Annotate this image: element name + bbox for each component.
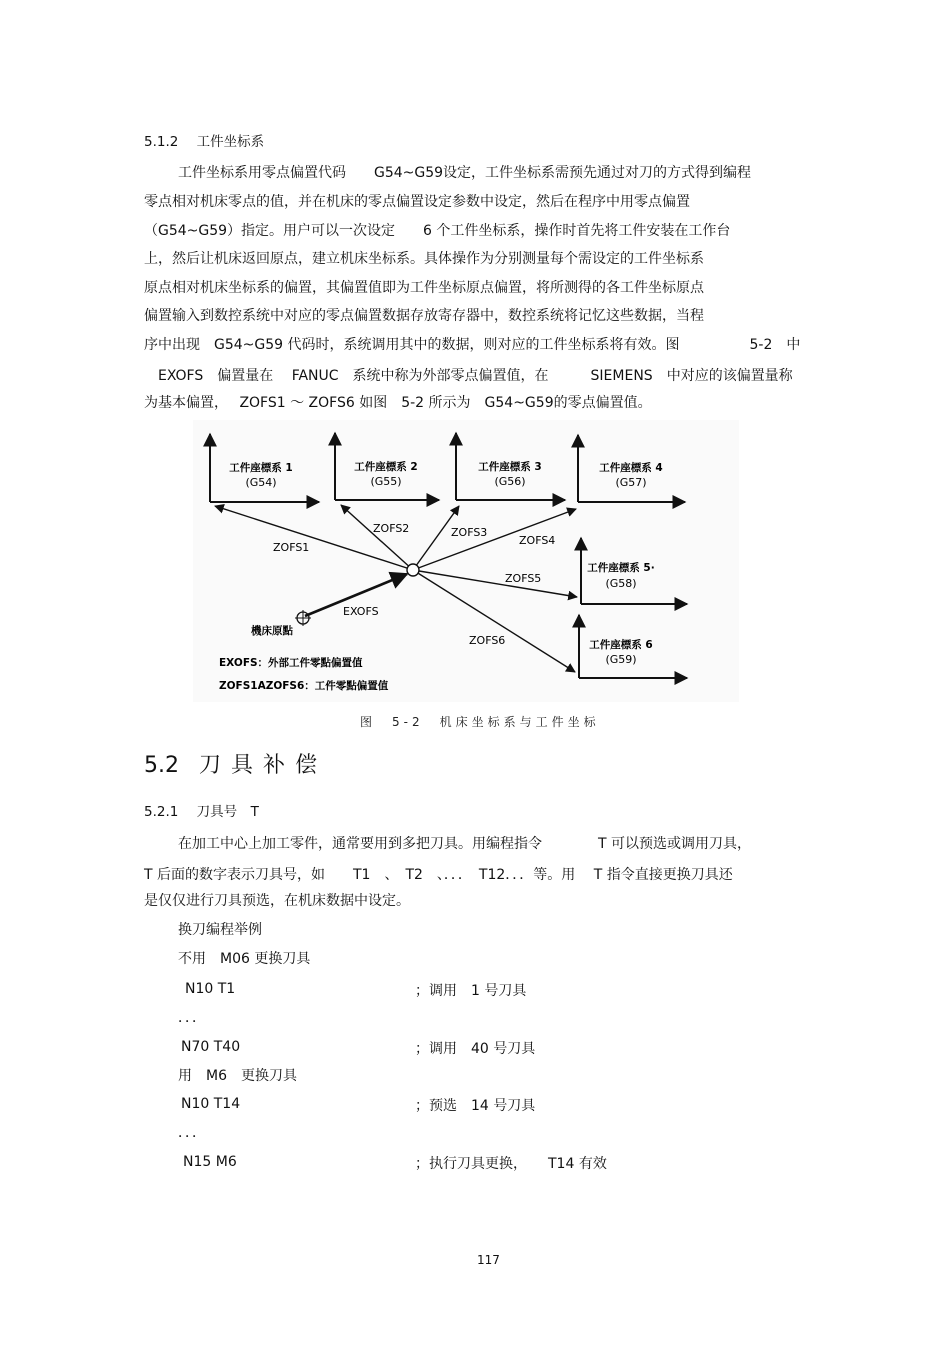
coord-system-6-name: 工件座標系 6: [589, 639, 653, 651]
zofs3-label: ZOFS3: [451, 526, 488, 539]
code-line: N15 M6: [183, 1154, 237, 1170]
exofs-label: EXOFS: [343, 605, 379, 618]
code-comment: ；调用 1 号刀具: [415, 983, 527, 999]
zofs1-label: ZOFS1: [273, 541, 310, 554]
paragraph-line: 零点相对机床零点的值，并在机床的零点偏置设定参数中设定，然后在程序中用零点偏置: [144, 194, 690, 210]
paragraph-line: 为基本偏置， ZOFS1 ～ ZOFS6 如图 5-2 所示为 G54~G59的零点偏置值。: [144, 395, 652, 411]
coordinate-diagram: [193, 420, 739, 702]
code-line: ．．．: [178, 1125, 206, 1141]
section-5-2-heading: [144, 748, 327, 779]
section-title: 刀具补偿: [199, 753, 328, 778]
paragraph-line: EXOFS 偏置量在 FANUC 系统中称为外部零点偏置值，在 SIEMENS 中对应的该偏置量称: [144, 368, 793, 384]
example-subheading: 用 M6 更换刀具: [178, 1068, 297, 1084]
hub-point: [407, 564, 419, 576]
example-title: 换刀编程举例: [178, 922, 262, 938]
paragraph-line: 序中出现 G54~G59 代码时，系统调用其中的数据，则对应的工件坐标系将有效。图 5-2 中: [144, 337, 801, 353]
coord-system-6-code: (G59): [605, 653, 637, 666]
zofs5-label: ZOFS5: [505, 572, 542, 585]
section-5-1-2-heading: [144, 130, 264, 150]
section-5-2-1-heading: [144, 800, 259, 820]
example-subheading: 不用 M06 更换刀具: [178, 951, 311, 967]
paragraph-line: （G54~G59）指定。用户可以一次设定 6 个工件坐标系，操作时首先将工件安装在工作台: [144, 223, 731, 239]
coord-system-5-name: 工件座標系 5·: [587, 562, 655, 574]
coord-system-1-code: (G54): [245, 476, 277, 489]
code-line: N10 T1: [185, 981, 236, 997]
zofs4-label: ZOFS4: [519, 534, 556, 547]
paragraph-line: 工件坐标系用零点偏置代码 G54~G59设定，工件坐标系需预先通过对刀的方式得到编程: [178, 165, 752, 181]
code-comment: ；调用 40 号刀具: [415, 1041, 536, 1057]
section-number: 5.2.1: [144, 804, 179, 820]
figure-5-2: [193, 420, 739, 702]
paragraph-line: 原点相对机床坐标系的偏置，其偏置值即为工件坐标原点偏置，将所测得的各工件坐标原点: [144, 280, 704, 296]
legend-zofs: ZOFS1AZOFS6：工件零點偏置值: [219, 680, 389, 692]
coord-system-4-name: 工件座標系 4: [599, 462, 663, 474]
section-number: 5.2: [144, 753, 179, 778]
coord-system-3-name: 工件座標系 3: [478, 461, 542, 473]
coord-system-5-code: (G58): [605, 577, 637, 590]
code-line: ．．．: [178, 1010, 206, 1026]
code-line: N10 T14: [181, 1096, 241, 1112]
machine-origin-label: 機床原點: [251, 625, 293, 637]
zofs2-label: ZOFS2: [373, 522, 410, 535]
code-line: N70 T40: [181, 1039, 241, 1055]
coord-system-2-code: (G55): [370, 475, 402, 488]
section-number: 5.1.2: [144, 134, 179, 150]
paragraph-line: 是仅仅进行刀具预选，在机床数据中设定。: [144, 893, 410, 909]
code-comment: ；预选 14 号刀具: [415, 1098, 536, 1114]
paragraph-line: 在加工中心上加工零件，通常要用到多把刀具。用编程指令 T 可以预选或调用刀具，: [178, 836, 751, 852]
coord-system-1-name: 工件座標系 1: [229, 462, 293, 474]
section-title: 工件坐标系: [196, 134, 265, 150]
coord-system-4-code: (G57): [615, 476, 647, 489]
page-number: 117: [477, 1253, 500, 1267]
code-comment: ；执行刀具更换， T14 有效: [415, 1156, 607, 1172]
paragraph-line: 偏置输入到数控系统中对应的零点偏置数据存放寄存器中，数控系统将记忆这些数据，当程: [144, 308, 704, 324]
coord-system-3-code: (G56): [494, 475, 526, 488]
coord-system-2-name: 工件座標系 2: [354, 461, 418, 473]
figure-caption: 图 5-2 机床坐标系与工件坐标: [360, 715, 600, 729]
section-title: 刀具号 T: [196, 804, 259, 820]
zofs6-label: ZOFS6: [469, 634, 506, 647]
paragraph-line: T 后面的数字表示刀具号，如 T1 、 T2 、．．． T12．．．等。用 T 指令直接更换刀具还: [144, 867, 733, 883]
paragraph-line: 上，然后让机床返回原点，建立机床坐标系。具体操作为分别测量每个需设定的工件坐标系: [144, 251, 704, 267]
legend-exofs: EXOFS：外部工件零點偏置值: [219, 657, 363, 669]
